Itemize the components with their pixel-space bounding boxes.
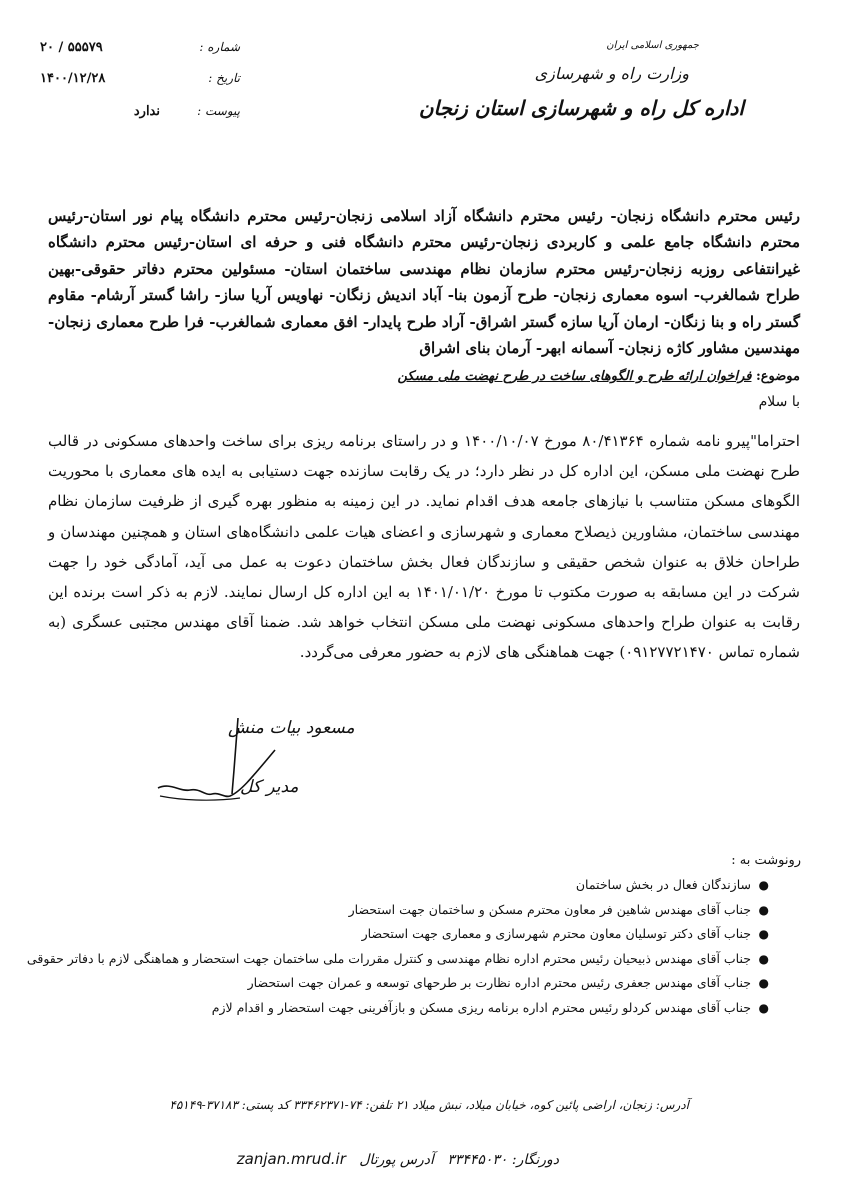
cc-list <box>26 873 769 1020</box>
org-ministry: وزارت راه و شهرسازی <box>534 64 689 83</box>
bullet-icon: ● <box>758 878 769 892</box>
footer-contact <box>237 1150 559 1168</box>
letter-date-row <box>40 71 240 93</box>
cc-item: ● جناب آقای مهندس شاهین فر معاون محترم مسکن و ساختمان جهت استحضار <box>47 898 767 923</box>
footer-website-link[interactable]: zanjan.mrud.ir <box>236 1150 346 1168</box>
footer-address: آدرس: زنجان، اراضی پائین کوه، خیابان میلاد، نبش میلاد ۲۱ تلفن: ۷۴-۳۳۴۶۲۳۷۱ کد پستی: ۳۷۱۸۳-۴۵۱۴۹ <box>169 1098 689 1112</box>
subject-line <box>48 369 800 384</box>
cc-title: رونوشت به : <box>731 853 801 868</box>
letter-date-label: تاریخ : <box>208 71 240 85</box>
cc-item: ● سازندگان فعال در بخش ساختمان <box>47 873 767 898</box>
cc-item: ● جناب آقای مهندس جعفری رئیس محترم اداره نظارت بر طرحهای توسعه و عمران جهت استحضار <box>47 971 767 996</box>
letter-attachment-row <box>40 104 240 126</box>
bullet-icon: ● <box>758 976 769 990</box>
signature-scribble-icon <box>150 710 290 810</box>
footer-portal-label: آدرس پورتال <box>359 1152 434 1168</box>
letter-attachment: ندارد <box>133 104 160 119</box>
letter-body: احتراما"پیرو نامه شماره ۸۰/۴۱۳۶۴ مورخ ۱۴۰۰/۱۰/۰۷ و در راستای برنامه ریزی برای ساخت واحدهای مسکونی در قالب طرح نهضت ملی مسکن، این اداره کل در نظر دارد؛ در یک رقابت سازنده جهت دستیابی به ایده های معماری با محوریت الگوهای مسکن متناسب با نیازهای جامعه هدف اقدام نماید. در این زمینه به منظور بهره گیری از ظرفیت سازمان نظام مهندسی ساختمان، مشاورین ذیصلاح معماری و شهرسازی و اعضای هیات علمی دانشگاه‌های استان و همچنین مهندسان و طراحان خلاق به عنوان شخص حقیقی و سازندگان فعال بخش ساختمان دعوت به عمل می آید، آمادگی خود را جهت شرکت در این مسابقه به صورت مکتوب تا مورخ ۱۴۰۱/۰۱/۲۰ به این اداره کل ارسال نمایند. لازم به ذکر است برنده این رقابت به عنوان طراح واحدهای مسکونی نهضت ملی مسکن انتخاب خواهد شد. ضمنا آقای مهندس مجتبی عسگری (به شماره تماس ۰۹۱۲۷۷۲۱۴۷۰) جهت هماهنگی های لازم به حضور معرفی می‌گردد. <box>48 432 800 662</box>
cc-item: ● جناب آقای دکتر توسلیان معاون محترم شهرسازی و معماری جهت استحضار <box>47 922 767 947</box>
org-department: اداره کل راه و شهرسازی استان زنجان <box>418 96 744 120</box>
subject-text: فراخوان ارائه طرح و الگوهای ساخت در طرح نهضت ملی مسکن <box>397 369 752 384</box>
greeting: با سلام <box>758 394 800 410</box>
recipients-paragraph: رئیس محترم دانشگاه زنجان- رئیس محترم دانشگاه آزاد اسلامی زنجان-رئیس محترم دانشگاه پیام نور استان-رئیس محترم دانشگاه جامع علمی و کاربردی زنجان-رئیس محترم دانشگاه فنی و حرفه ای استان-رئیس محترم دانشگاه غیرانتفاعی روزبه زنجان-رئیس محترم سازمان نظام مهندسی ساختمان استان- مسئولین محترم دفاتر حقوقی-بهین طراح شمالغرب- اسوه معماری زنجان- طرح آزمون بنا- آباد اندیش زنگان- نهاویس آریا ساز- راشا گستر آرشام- مقاوم گستر راه و بنا زنگان- ارمان آریا سازه گستر اشراق- آراد طرح پایدار- افق معماری شمالغرب- فرا طرح معماری زنجان- مهندسین مشاور کاژه زنجان- آسمانه ابهر- آرمان بنای اشراق <box>48 207 800 358</box>
org-country: جمهوری اسلامی ایران <box>606 40 699 51</box>
cc-item: ● جناب آقای مهندس کردلو رئیس محترم اداره برنامه ریزی مسکن و بازآفرینی جهت استحضار و اقدام لازم <box>47 996 767 1021</box>
cc-item: ● جناب آقای مهندس ذبیحیان رئیس محترم اداره نظام مهندسی و کنترل مقررات ملی ساختمان جهت استحضار و هماهنگی لازم با دفاتر حقوقی <box>47 947 767 972</box>
footer-fax: دورنگار: ۳۳۴۴۵۰۳۰ <box>447 1152 559 1168</box>
bullet-icon: ● <box>758 1000 769 1015</box>
letter-attachment-label: پیوست : <box>197 104 240 118</box>
letter-date: ۱۴۰۰/۱۲/۲۸ <box>40 71 106 86</box>
letter-number-label: شماره : <box>199 40 240 54</box>
letter-number-row <box>40 40 240 62</box>
signatory-name: مسعود بیات منش <box>228 718 355 738</box>
signatory-title: مدیر کل <box>240 777 299 797</box>
bullet-icon: ● <box>758 951 769 966</box>
bullet-icon: ● <box>758 927 769 941</box>
bullet-icon: ● <box>758 902 769 917</box>
letter-number: ۲۰ / ۵۵۵۷۹ <box>40 40 103 55</box>
subject-label: موضوع: <box>756 369 800 384</box>
